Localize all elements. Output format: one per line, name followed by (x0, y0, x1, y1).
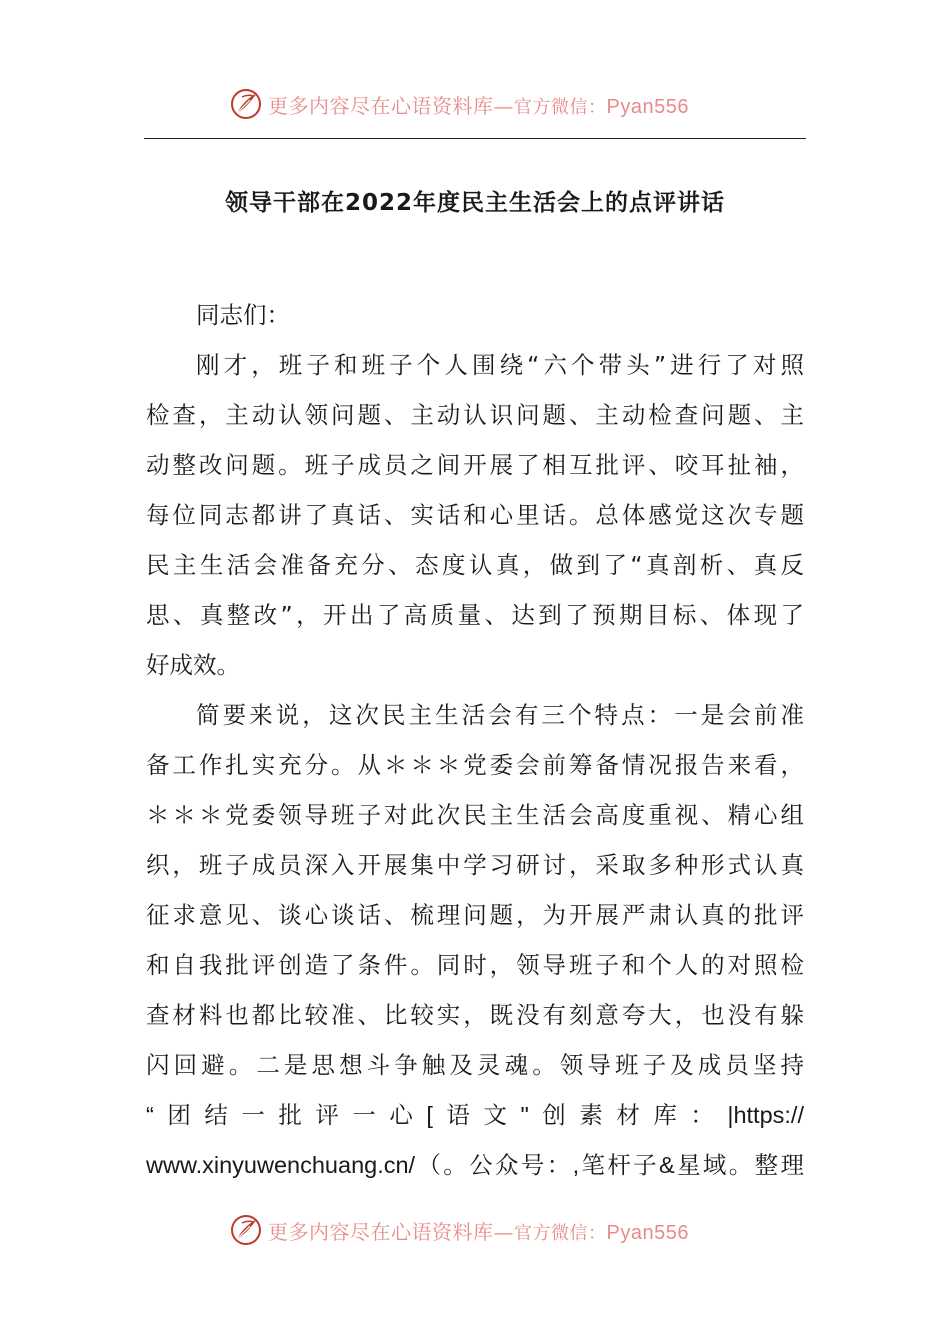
salutation: 同志们： (196, 301, 290, 329)
paragraph-line: 检查，主动认领问题、主动认识问题、主动检查问题、主 (146, 401, 804, 429)
document-body (146, 290, 804, 1190)
banner-wechat-id: Pyan556 (606, 95, 689, 118)
paragraph-line: www.xinyuwenchuang.cn/（。公众号：,笔杆子&星域。整理 (146, 1152, 804, 1178)
feather-pen-logo-icon (228, 1212, 264, 1248)
paragraph-line: 好成效。 (146, 651, 240, 679)
paragraph-line: 闪回避。二是思想斗争触及灵魂。领导班子及成员坚持 (146, 1051, 804, 1079)
paragraph-line: ＊＊＊党委领导班子对此次民主生活会高度重视、精心组 (146, 801, 804, 829)
paragraph-line: 思、真整改”，开出了高质量、达到了预期目标、体现了 (146, 601, 804, 629)
banner-dash: — (493, 1219, 514, 1244)
banner-wechat-id: Pyan556 (606, 1221, 689, 1244)
paragraph-line: 和自我批评创造了条件。同时，领导班子和个人的对照检 (146, 951, 804, 979)
feather-pen-logo-icon (228, 86, 264, 122)
paragraph-line: “团结一批评一心[语文"创素材库：|https:// (146, 1102, 804, 1128)
header-divider (144, 138, 806, 139)
banner-dash: — (493, 93, 514, 118)
footer-watermark-banner (0, 1206, 950, 1254)
paragraph-line: 每位同志都讲了真话、实话和心里话。总体感觉这次专题 (146, 501, 804, 529)
banner-wechat-label: 官方微信： (514, 1222, 607, 1244)
paragraph-line: 查材料也都比较准、比较实，既没有刻意夸大，也没有躲 (146, 1001, 804, 1029)
banner-title: 更多内容尽在心语资料库 (268, 1219, 494, 1244)
paragraph-line: 织，班子成员深入开展集中学习研讨，采取多种形式认真 (146, 851, 804, 879)
paragraph-line: 刚才，班子和班子个人围绕“六个带头”进行了对照 (196, 351, 804, 379)
paragraph-line: 民主生活会准备充分、态度认真，做到了“真剖析、真反 (146, 551, 804, 579)
banner-wechat-label: 官方微信： (514, 96, 607, 118)
banner-title: 更多内容尽在心语资料库 (268, 93, 494, 118)
paragraph-line: 简要来说，这次民主生活会有三个特点：一是会前准 (196, 701, 804, 729)
document-title: 领导干部在2022年度民主生活会上的点评讲话 (224, 190, 725, 216)
paragraph-line: 备工作扎实充分。从＊＊＊党委会前筹备情况报告来看， (146, 751, 804, 779)
paragraph-line: 征求意见、谈心谈话、梳理问题，为开展严肃认真的批评 (146, 901, 804, 929)
paragraph-line: 动整改问题。班子成员之间开展了相互批评、咬耳扯袖， (146, 451, 804, 479)
header-watermark-banner (0, 80, 950, 128)
